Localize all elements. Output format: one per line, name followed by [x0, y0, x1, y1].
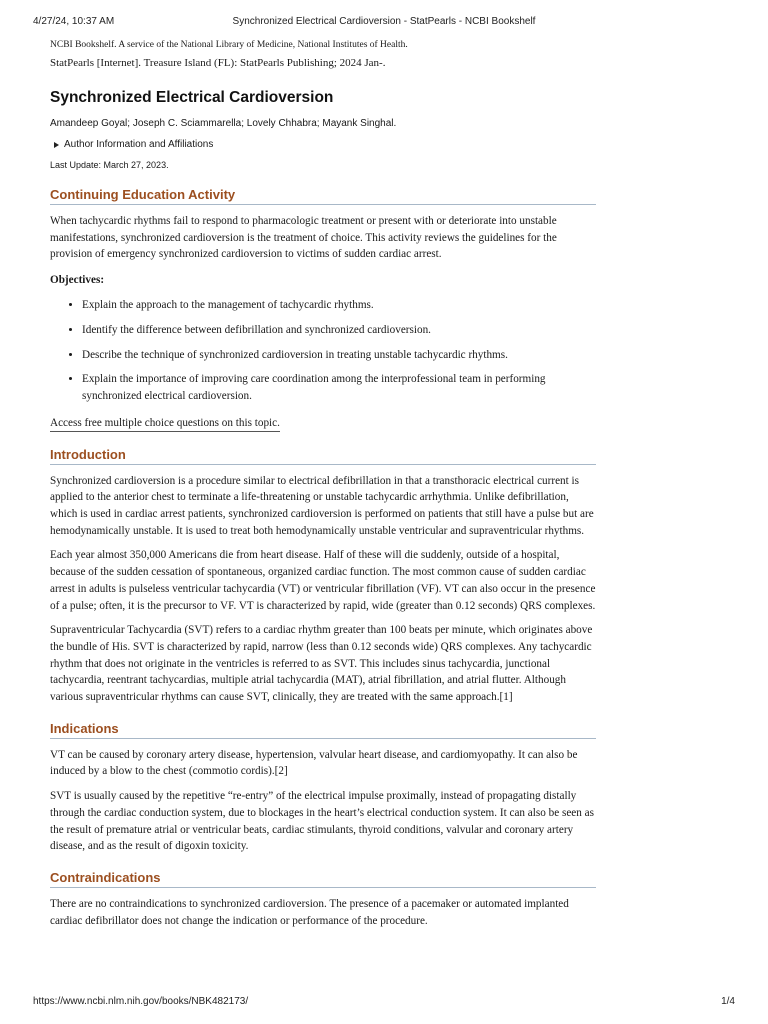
- print-datetime: 4/27/24, 10:37 AM: [33, 16, 115, 27]
- list-item: • Explain the approach to the management of tachycardic rhythms.: [82, 297, 596, 314]
- print-header: [33, 16, 735, 30]
- intro-paragraph: Each year almost 350,000 Americans die from heart disease. Half of these will die suddenly, outside of a hospital, because of the sudden cessation of spontaneous, organized cardiac function. The most common cause of sudden cardiac arrest in adults is pulseless ventricular tachycardia (VT) or ventricular fibrillation (VF). VT can also occur in the presence of a pulse; often, it is the precursor to VF. VT is characterized by rapid, wide (greater than 0.12 seconds) QRS complexes.: [50, 549, 596, 612]
- list-item: • Identify the difference between defibrillation and synchronized cardioversion.: [82, 322, 596, 339]
- print-url: https://www.ncbi.nlm.nih.gov/books/NBK482173/: [33, 996, 249, 1007]
- article: [50, 38, 596, 929]
- intro-paragraph: Supraventricular Tachycardia (SVT) refers to a cardiac rhythm greater than 100 beats per minute, which originates above the bundle of His. SVT is characterized by rapid, narrow (less than 0.12 seconds wide) QRS complexes. Any tachycardic rhythm that does not originate in the ventricles is referred to as SVT. This includes sinus tachycardia, junctional tachycardia, reentrant tachycardias, multiple atrial tachycardia (MAT), atrial fibrillation, and atrial flutter. Although various supraventricular rhythms can cause SVT, clinically, they are treated with the same approach.[1]: [50, 624, 593, 704]
- objectives-list: [50, 297, 596, 405]
- list-item: • Describe the technique of synchronized cardioversion in treating unstable tachycardic rhythms.: [82, 347, 596, 364]
- section-heading-contraindications: Contraindications: [50, 869, 596, 888]
- ce-paragraph: When tachycardic rhythms fail to respond to pharmacologic treatment or present with or deteriorate into unstable manifestations, synchronized cardioversion is the treatment of choice. This activity reviews the guidelines for the provision of emergency synchronized cardioversion to victims of sudden cardiac arrest.: [50, 215, 557, 261]
- authors: Amandeep Goyal; Joseph C. Sciammarella; Lovely Chhabra; Mayank Singhal.: [50, 118, 397, 129]
- author-affiliations-toggle[interactable]: [50, 138, 596, 152]
- section-heading-introduction: Introduction: [50, 446, 596, 465]
- contraindications-paragraph: There are no contraindications to synchronized cardioversion. The presence of a pacemaker or automated implanted cardiac defibrillator does not change the indication or performance of the procedure.: [50, 897, 569, 927]
- last-update: Last Update: March 27, 2023.: [50, 160, 169, 170]
- section-heading-continuing-education: Continuing Education Activity: [50, 186, 596, 205]
- indications-paragraph: VT can be caused by coronary artery disease, hypertension, valvular heart disease, and cardiomyopathy. It can also be induced by a blow to the chest (commotio cordis).[2]: [50, 748, 578, 778]
- section-heading-indications: Indications: [50, 720, 596, 739]
- ncbi-service-line: NCBI Bookshelf. A service of the National Library of Medicine, National Institutes of Health.: [50, 40, 408, 50]
- mcq-link[interactable]: Access free multiple choice questions on this topic.: [50, 415, 280, 432]
- triangle-right-icon: [54, 142, 59, 148]
- list-item: • Explain the importance of improving care coordination among the interprofessional team in performing synchronized electrical cardioversion.: [82, 371, 596, 404]
- print-page-title: Synchronized Electrical Cardioversion - StatPearls - NCBI Bookshelf: [232, 16, 536, 27]
- indications-paragraph: SVT is usually caused by the repetitive “re-entry” of the electrical impulse proximally, instead of propagating distally through the cardiac conduction system, due to blockages in the heart’s electrical conduction system. It can also be seen as the result of premature atrial or ventricular beats, cardiac stimulants, thyroid conditions, valvular and coronary artery disease, and as the result of digoxin toxicity.: [50, 790, 594, 853]
- objectives-heading: Objectives:: [50, 274, 105, 287]
- page-title: Synchronized Electrical Cardioversion: [50, 89, 334, 106]
- citation: StatPearls [Internet]. Treasure Island (FL): StatPearls Publishing; 2024 Jan-.: [50, 57, 386, 69]
- author-affiliations-label: Author Information and Affiliations: [64, 139, 214, 150]
- print-footer: [33, 996, 735, 1010]
- intro-paragraph: Synchronized cardioversion is a procedure similar to electrical defibrillation in that a transthoracic electrical current is applied to the anterior chest to terminate a life-threatening or unstable tachycardic arrhythmia. Unlike defibrillation, which is used in cardiac arrest patients, synchronized cardioversion is performed on patients that still have a pulse but are hemodynamically unstable. It is used to treat both hemodynamically unstable ventricular and supraventricular rhythms.: [50, 474, 594, 537]
- print-page-number: 1/4: [721, 996, 735, 1007]
